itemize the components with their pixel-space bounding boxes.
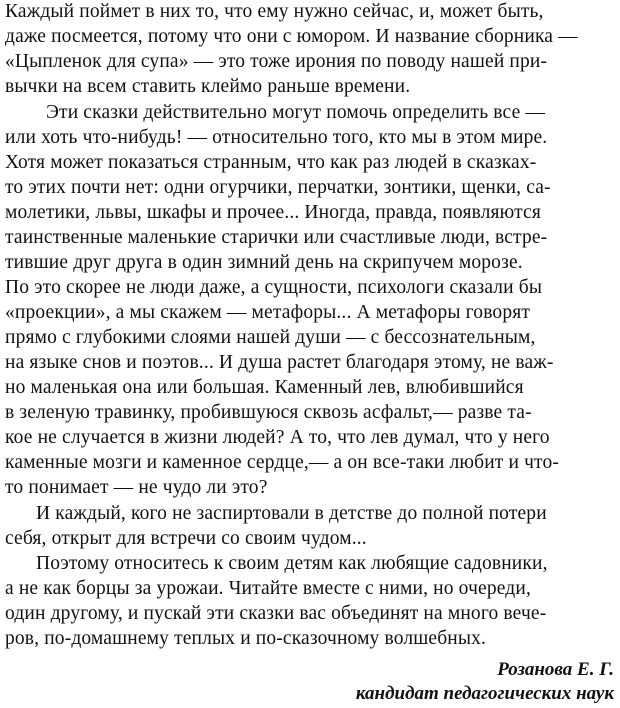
text-line: даже посмеется, потому что они с юмором. И название сборника — — [5, 26, 578, 47]
text-line: «проекции», а мы скажем — метафоры... А метафоры говорят — [5, 302, 531, 323]
text-line: вычки на всем ставить клеймо раньше времени. — [5, 76, 411, 97]
text-line: каменные мозги и каменное сердце,— а он все-таки любит и что- — [5, 452, 560, 473]
text-line: Каждый поймет в них то, что ему нужно сейчас, и, может быть, — [5, 1, 544, 22]
text-line: в зеленую травинку, пробившуюся сквозь асфальт,— разве та- — [5, 402, 532, 423]
text-line: Хотя может показаться странным, что как раз людей в сказках- — [5, 152, 537, 173]
text-line: «Цыпленок для супа» — это тоже ирония по поводу нашей при- — [5, 51, 548, 72]
text-line: Эти сказки действительно могут помочь определить все — — [46, 102, 546, 123]
text-line: прямо с глубокими слоями нашей души — с бессознательным, — [5, 327, 536, 348]
text-line: таинственные маленькие старички или счастливые люди, встре- — [5, 227, 548, 248]
text-line: молетики, львы, шкафы и прочее... Иногда, правда, появляются — [5, 202, 541, 223]
author-name: Розанова Е. Г. — [497, 659, 614, 680]
text-line: то этих почти нет: одни огурчики, перчатки, зонтики, щенки, са- — [5, 177, 551, 198]
text-line: а не как борцы за урожаи. Читайте вместе с ними, но очереди, — [5, 578, 531, 599]
text-line: но маленькая она или большая. Каменный лев, влюбившийся — [5, 377, 524, 398]
text-line: Поэтому относитесь к своим детям как любящие садовники, — [36, 553, 548, 574]
author-title: кандидат педагогических наук — [355, 683, 614, 704]
text-line: По это скорее не люди даже, а сущности, психологи сказали бы — [5, 277, 543, 298]
text-line: один другому, и пускай эти сказки вас объединят на много вече- — [5, 603, 547, 624]
text-line: ров, по-домашнему теплых и по-сказочному волшебных. — [5, 628, 487, 649]
text-line: на языке снов и поэтов... И душа растет благодаря этому, не важ- — [5, 352, 554, 373]
text-line: себя, открыт для встречи со своим чудом... — [5, 528, 367, 549]
text-line: или хоть что-нибудь! — относительно того, кто мы в этом мире. — [5, 127, 548, 148]
text-line: И каждый, кого не заспиртовали в детстве до полной потери — [36, 503, 547, 524]
text-line: тившие друг друга в один зимний день на скрипучем морозе. — [5, 252, 523, 273]
text-line: то понимает — не чудо ли это? — [5, 477, 268, 498]
text-line: кое не случается в жизни людей? А то, что лев думал, что у него — [5, 427, 550, 448]
